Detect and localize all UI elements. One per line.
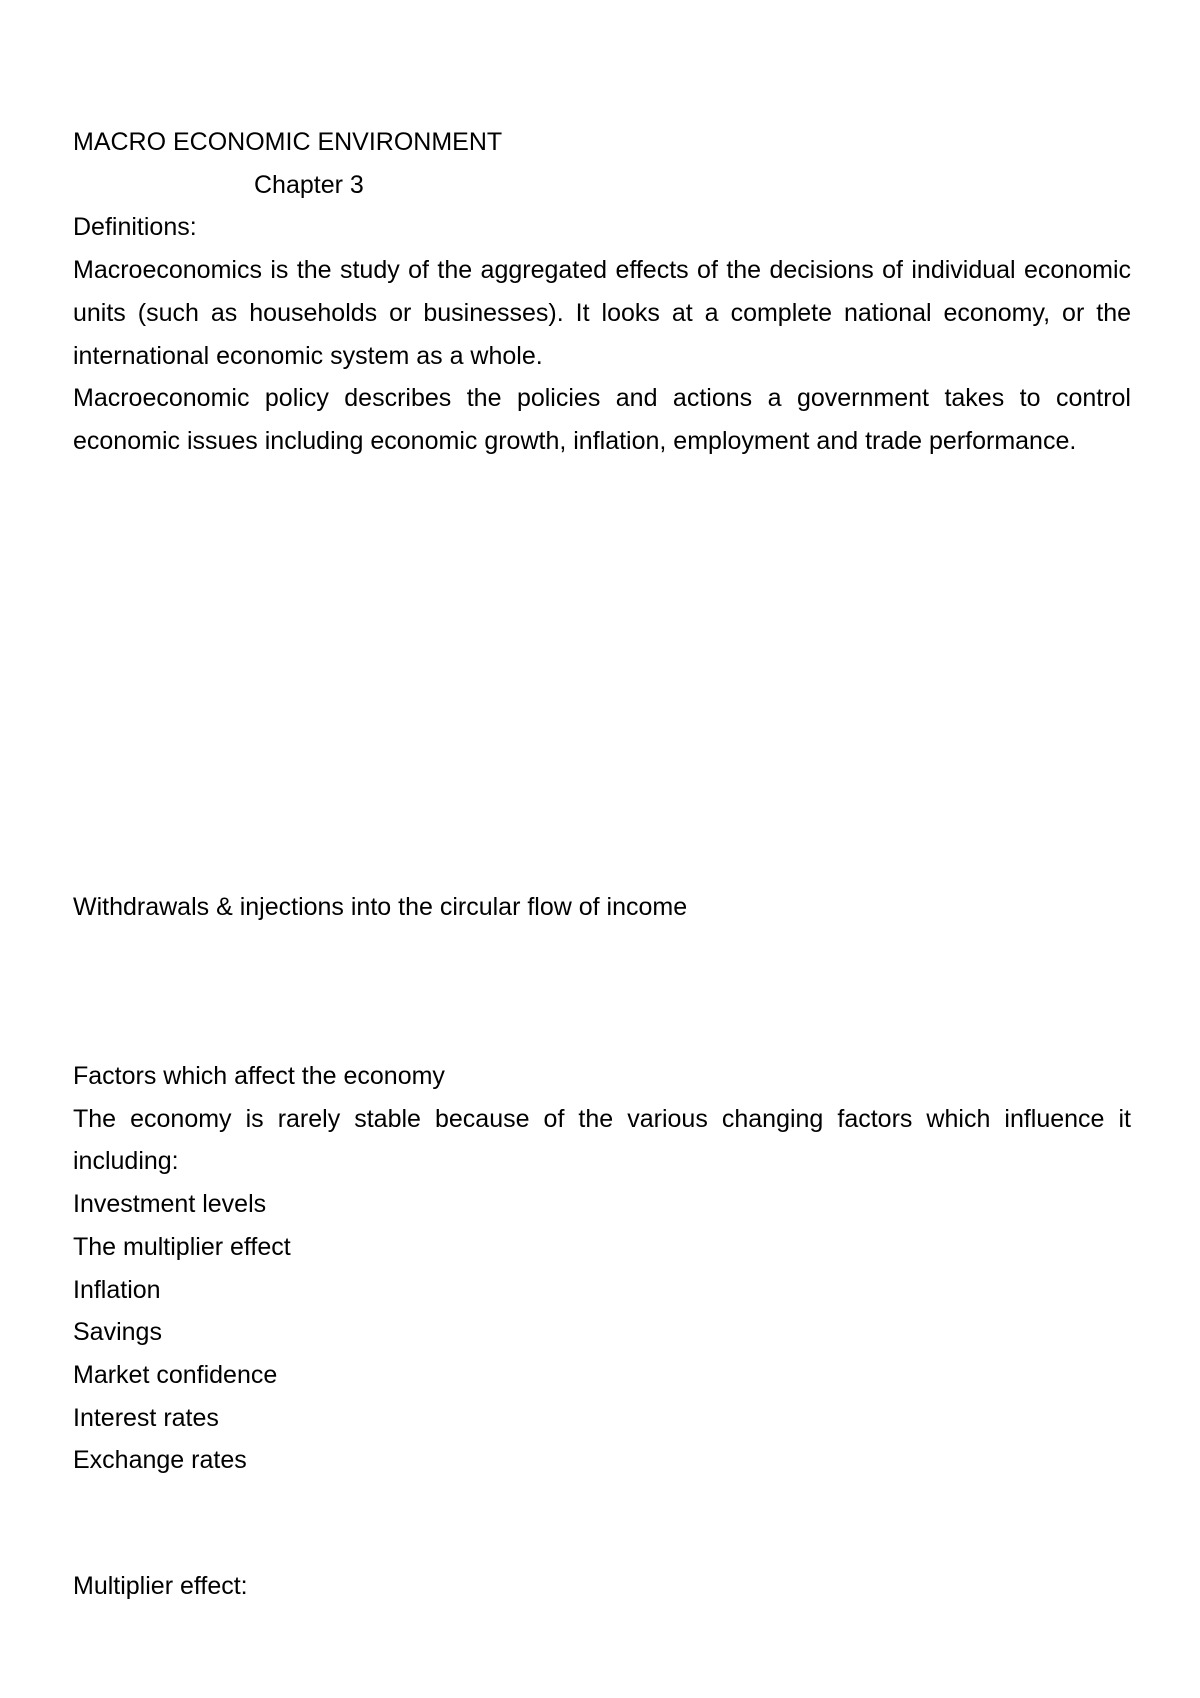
multiplier-section — [73, 1565, 1131, 1608]
chapter-label: Chapter 3 — [254, 170, 364, 199]
factors-intro: The economy is rarely stable because of the various changing factors which influence it including: — [73, 1104, 1131, 1176]
factor-item: Investment levels — [73, 1190, 267, 1219]
factors-list — [73, 1183, 1131, 1482]
factor-item: Exchange rates — [73, 1446, 247, 1475]
factor-item: The multiplier effect — [73, 1232, 291, 1261]
factors-section — [73, 1055, 1131, 1482]
definitions-heading: Definitions: — [73, 213, 197, 242]
factor-item: Inflation — [73, 1275, 161, 1304]
factor-item: Savings — [73, 1318, 162, 1347]
document-title: MACRO ECONOMIC ENVIRONMENT — [73, 128, 503, 156]
multiplier-heading: Multiplier effect: — [73, 1572, 248, 1600]
withdrawals-section — [73, 886, 1131, 929]
factors-heading: Factors which affect the economy — [73, 1062, 445, 1090]
factor-item: Interest rates — [73, 1403, 219, 1432]
withdrawals-heading: Withdrawals & injections into the circular flow of income — [73, 893, 688, 921]
factor-item: Market confidence — [73, 1360, 278, 1389]
definitions-section — [73, 121, 1131, 463]
definition-macroeconomics: Macroeconomics is the study of the aggregated effects of the decisions of individual economic units (such as households or businesses). It looks at a complete national economy, or the international economic system as a whole. — [73, 256, 1131, 370]
definition-macroeconomic-policy: Macroeconomic policy describes the policies and actions a government takes to control economic issues including economic growth, inflation, employment and trade performance. — [73, 384, 1131, 455]
